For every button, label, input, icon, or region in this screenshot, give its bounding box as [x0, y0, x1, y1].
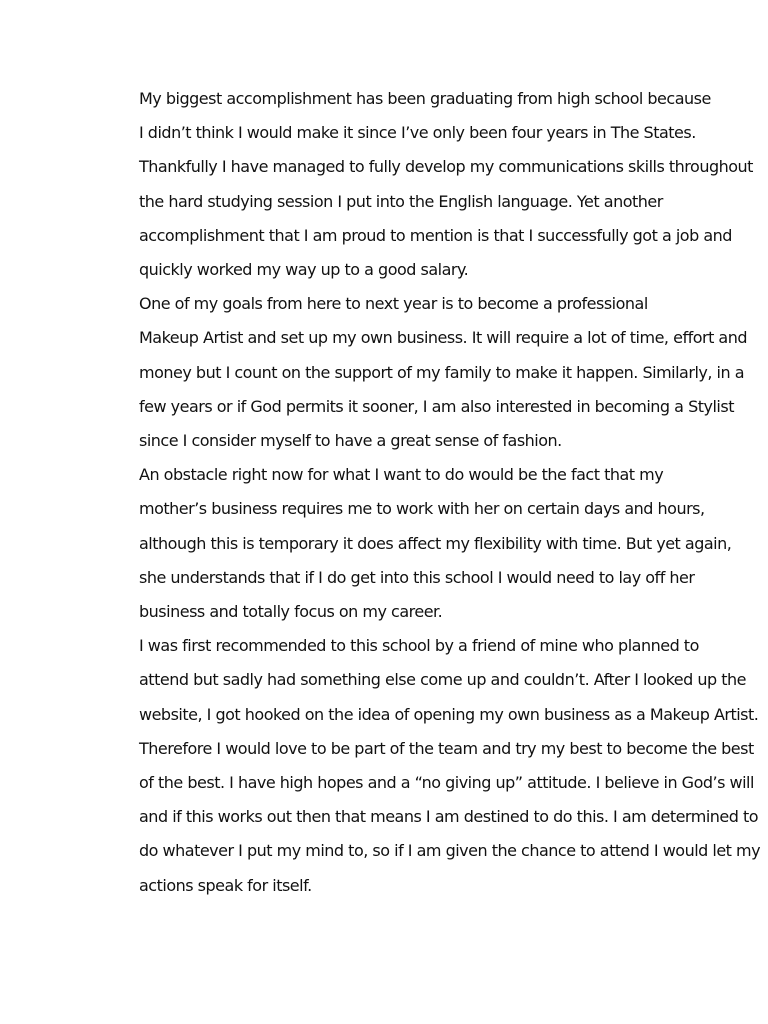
text-line: although this is temporary it does affect my flexibility with time. But yet again,	[139, 533, 732, 553]
text-line: Thankfully I have managed to fully develop my communications skills throughout	[139, 157, 753, 177]
text-line: My biggest accomplishment has been graduating from high school because	[139, 89, 711, 108]
text-line: An obstacle right now for what I want to do would be the fact that my	[139, 465, 664, 485]
text-line: Makeup Artist and set up my own business. It will require a lot of time, effort and	[139, 328, 748, 348]
text-line: website, I got hooked on the idea of opening my own business as a Makeup Artist.	[139, 704, 759, 724]
text-line: business and totally focus on my career.	[139, 602, 443, 622]
paragraph-accomplishments	[93, 82, 753, 287]
text-line: since I consider myself to have a great sense of fashion.	[139, 431, 562, 451]
paragraph-obstacle	[93, 458, 732, 629]
text-line: mother’s business requires me to work with her on certain days and hours,	[139, 499, 705, 519]
essay-body	[93, 82, 761, 903]
paragraph-recommendation	[93, 629, 761, 903]
text-line: few years or if God permits it sooner, I am also interested in becoming a Stylist	[139, 396, 734, 416]
text-line: One of my goals from here to next year is to become a professional	[139, 294, 648, 314]
text-line: do whatever I put my mind to, so if I am given the chance to attend I would let my	[139, 841, 761, 861]
text-line: of the best. I have high hopes and a “no giving up” attitude. I believe in God’s will	[139, 773, 754, 793]
text-line: the hard studying session I put into the English language. Yet another	[139, 191, 663, 211]
text-line: money but I count on the support of my family to make it happen. Similarly, in a	[139, 362, 744, 382]
text-line: accomplishment that I am proud to mention is that I successfully got a job and	[139, 225, 732, 245]
text-line: actions speak for itself.	[139, 875, 312, 895]
text-line: she understands that if I do get into this school I would need to lay off her	[139, 567, 695, 587]
text-line: and if this works out then that means I am destined to do this. I am determined to	[139, 807, 759, 827]
text-line: I didn’t think I would make it since I’ve only been four years in The States.	[139, 123, 696, 143]
text-line: quickly worked my way up to a good salary.	[139, 260, 469, 280]
text-line: I was first recommended to this school by a friend of mine who planned to	[139, 636, 699, 656]
text-line: attend but sadly had something else come up and couldn’t. After I looked up the	[139, 670, 746, 690]
text-line: Therefore I would love to be part of the team and try my best to become the best	[139, 738, 754, 758]
paragraph-goals	[93, 287, 748, 458]
